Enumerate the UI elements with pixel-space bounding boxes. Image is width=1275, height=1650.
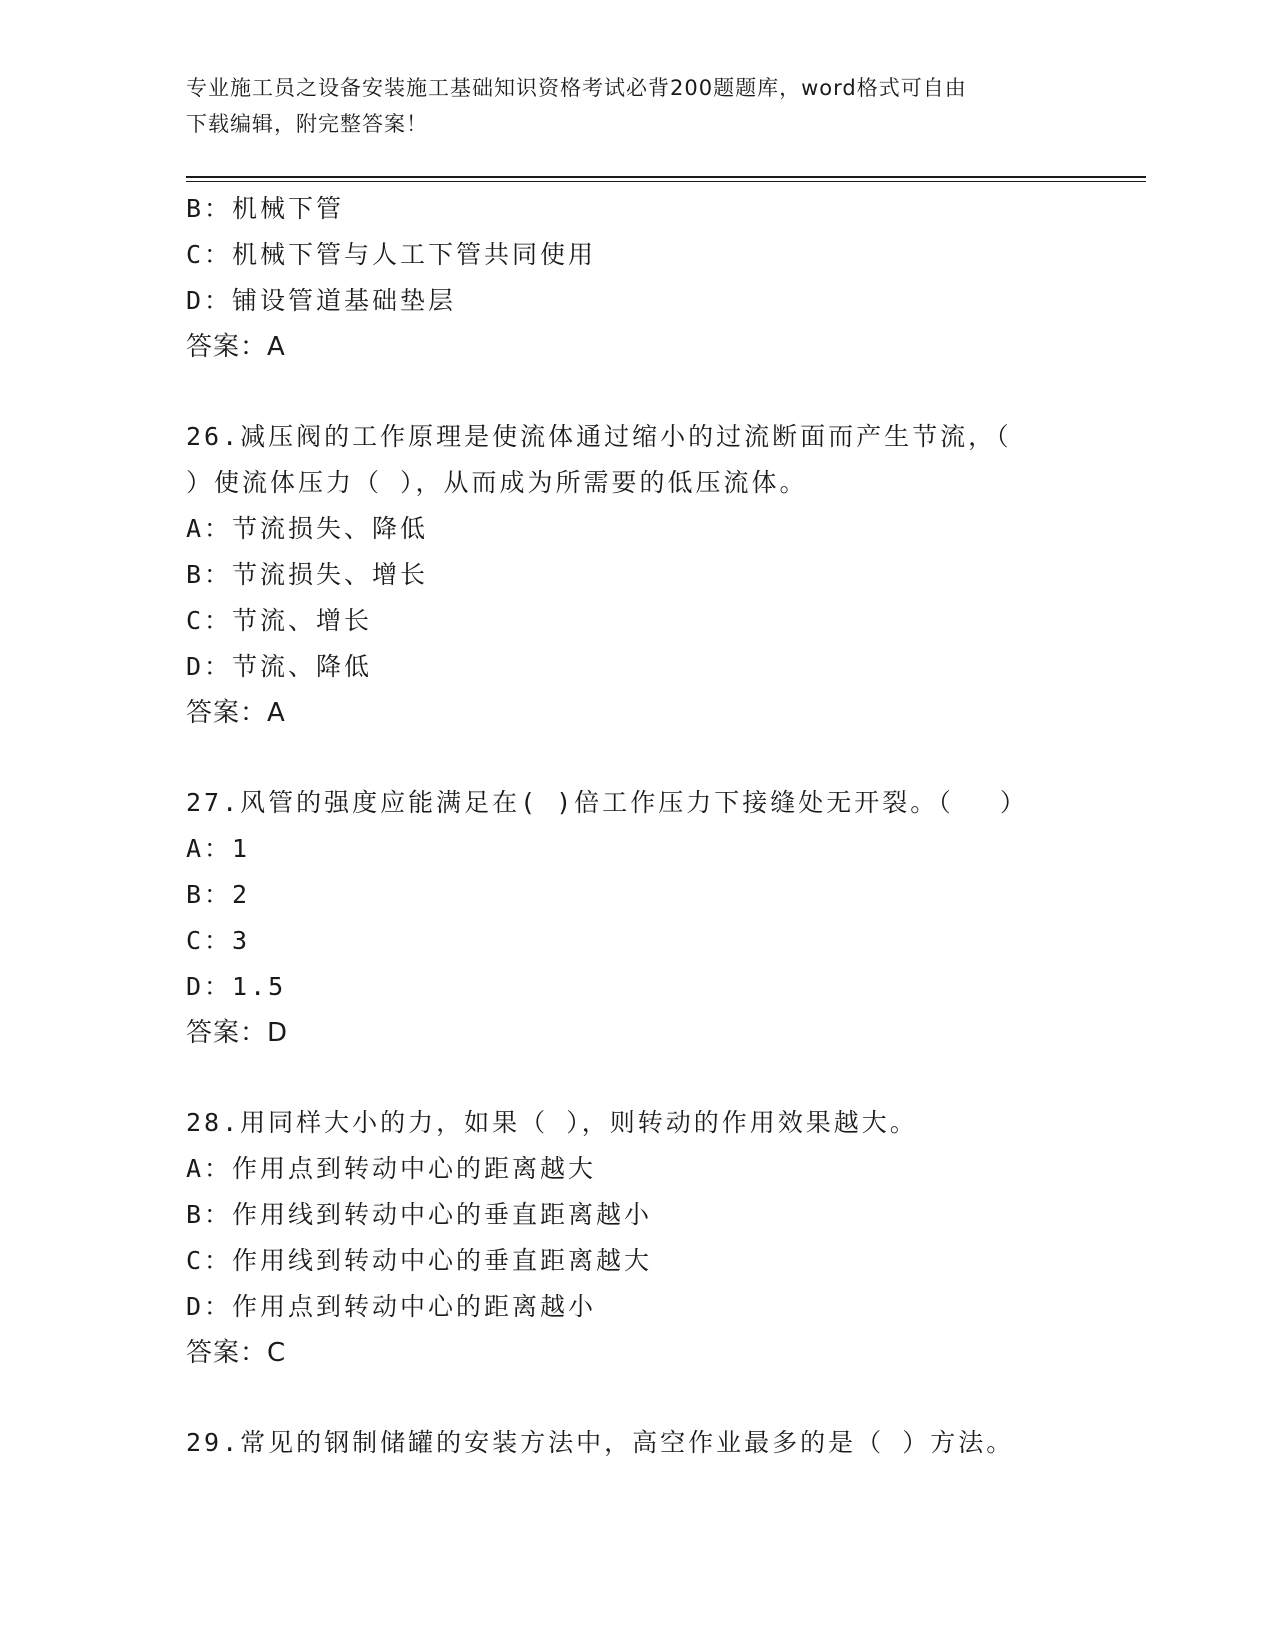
question-stem-line: 26.减压阀的工作原理是使流体通过缩小的过流断面而产生节流，（ — [186, 422, 1012, 451]
header-title-line-1: 专业施工员之设备安装施工基础知识资格考试必背200题题库，word格式可自由 — [186, 76, 967, 100]
spacer — [186, 736, 1146, 780]
answer-line: 答案：C — [186, 1338, 287, 1368]
option-b: B：2 — [186, 880, 251, 909]
answer-line: 答案：D — [186, 1018, 289, 1048]
option-b: B：作用线到转动中心的垂直距离越小 — [186, 1200, 653, 1229]
question-stem-line: 27.风管的强度应能满足在( )倍工作压力下接缝处无开裂。（ ） — [186, 788, 1028, 817]
header-divider-thick — [186, 176, 1146, 178]
option-d: D：铺设管道基础垫层 — [186, 286, 457, 315]
question-stem-line: 28.用同样大小的力，如果（ ），则转动的作用效果越大。 — [186, 1108, 918, 1137]
question-stem-line: 29.常见的钢制储罐的安装方法中，高空作业最多的是（ ）方法。 — [186, 1428, 1015, 1457]
question-28 — [186, 1100, 1146, 1376]
option-a: A：节流损失、降低 — [186, 514, 429, 543]
question-carryover — [186, 186, 1146, 370]
option-c: C：作用线到转动中心的垂直距离越大 — [186, 1246, 653, 1275]
option-d: D：作用点到转动中心的距离越小 — [186, 1292, 597, 1321]
option-c: C：机械下管与人工下管共同使用 — [186, 240, 597, 269]
spacer — [186, 1056, 1146, 1100]
option-d: D：1.5 — [186, 972, 287, 1001]
option-c: C：节流、增长 — [186, 606, 373, 635]
spacer — [186, 1376, 1146, 1420]
option-b: B：节流损失、增长 — [186, 560, 429, 589]
question-list — [186, 186, 1146, 1466]
question-27 — [186, 780, 1146, 1056]
option-d: D：节流、降低 — [186, 652, 373, 681]
option-a: A：作用点到转动中心的距离越大 — [186, 1154, 597, 1183]
question-stem-line: ）使流体压力（ ），从而成为所需要的低压流体。 — [186, 468, 808, 497]
option-b: B：机械下管 — [186, 194, 345, 223]
answer-line: 答案：A — [186, 332, 286, 362]
answer-line: 答案：A — [186, 698, 286, 728]
option-a: A：1 — [186, 834, 251, 863]
header-divider-thin — [186, 181, 1146, 182]
spacer — [186, 370, 1146, 414]
question-26 — [186, 414, 1146, 736]
question-29 — [186, 1420, 1146, 1466]
document-header — [186, 70, 1066, 142]
header-title-line-2: 下载编辑，附完整答案！ — [186, 112, 428, 136]
option-c: C：3 — [186, 926, 251, 955]
